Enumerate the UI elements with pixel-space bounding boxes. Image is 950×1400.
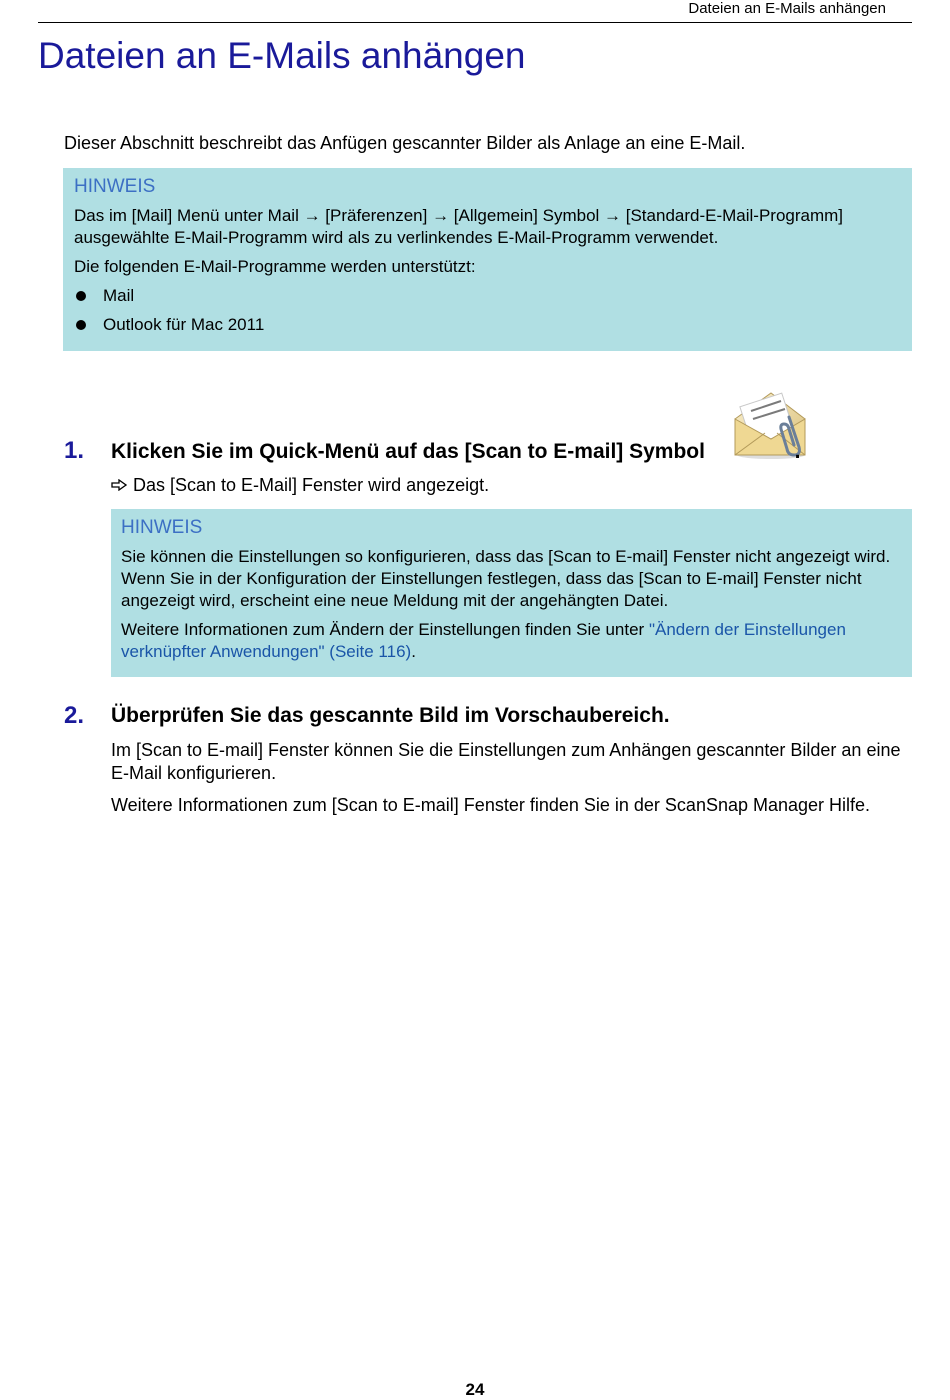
- note-heading: HINWEIS: [74, 176, 156, 197]
- result-arrow-icon: [111, 475, 133, 496]
- step-body: Im [Scan to E-mail] Fenster können Sie die Einstellungen zum Anhängen gescannter Bilder an eine E-Mail konfigurieren.: [111, 740, 901, 783]
- bullet-icon: [76, 320, 86, 330]
- note-paragraph: Die folgenden E-Mail-Programme werden unterstützt:: [74, 257, 476, 276]
- page-title: Dateien an E-Mails anhängen: [38, 35, 526, 76]
- note-paragraph: Sie können die Einstellungen so konfigurieren, dass das [Scan to E-mail] Fenster nicht angezeigt wird. Wenn Sie in der Konfiguration der Einstellungen festlegen, dass das [Scan to E-mail] Fenster nicht angezeigt wird, erscheint eine neue Meldung mit der angehängten Datei.: [121, 547, 891, 610]
- step-title: [111, 440, 801, 464]
- page-number: 24: [465, 1380, 485, 1399]
- step-body: Weitere Informationen zum [Scan to E-mail] Fenster finden Sie in der ScanSnap Manager Hilfe.: [111, 795, 871, 815]
- step-title-suffix: .: [794, 440, 801, 463]
- list-item-label: Outlook für Mac 2011: [103, 315, 265, 334]
- list-item: [74, 314, 901, 336]
- note-box-settings: [111, 509, 912, 677]
- intro-text: Dieser Abschnitt beschreibt das Anfügen gescannter Bilder als Anlage an eine E-Mail.: [64, 133, 746, 153]
- result-text: Das [Scan to E-Mail] Fenster wird angezeigt.: [133, 475, 490, 495]
- note-heading: HINWEIS: [121, 517, 203, 538]
- running-header: Dateien an E-Mails anhängen: [688, 0, 886, 17]
- note-paragraph: Das im [Mail] Menü unter Mail → [Präferenzen] → [Allgemein] Symbol → [Standard-E-Mail-Programm] ausgewählte E-Mail-Programm wird als zu verlinkendes E-Mail-Programm verwendet.: [74, 206, 844, 247]
- note-text: .: [411, 642, 416, 661]
- supported-programs-list: [74, 285, 901, 336]
- list-item: [74, 285, 901, 307]
- step-number: 1.: [64, 437, 85, 464]
- step-title: Überprüfen Sie das gescannte Bild im Vorschaubereich.: [111, 704, 670, 727]
- settings-link[interactable]: "Ändern der Einstellungen verknüpfter Anwendungen" (Seite 116): [121, 620, 846, 661]
- list-item-label: Mail: [103, 286, 135, 305]
- note-paragraph: [121, 619, 902, 663]
- step-number: 2.: [64, 702, 85, 729]
- note-box-email-programs: [63, 168, 912, 351]
- step-result: [111, 475, 489, 496]
- note-text: Weitere Informationen zum Ändern der Einstellungen finden Sie unter: [121, 620, 649, 639]
- header-rule: [38, 22, 912, 23]
- step-title-text: Klicken Sie im Quick-Menü auf das [Scan to E-mail] Symbol: [111, 440, 705, 463]
- bullet-icon: [76, 291, 86, 301]
